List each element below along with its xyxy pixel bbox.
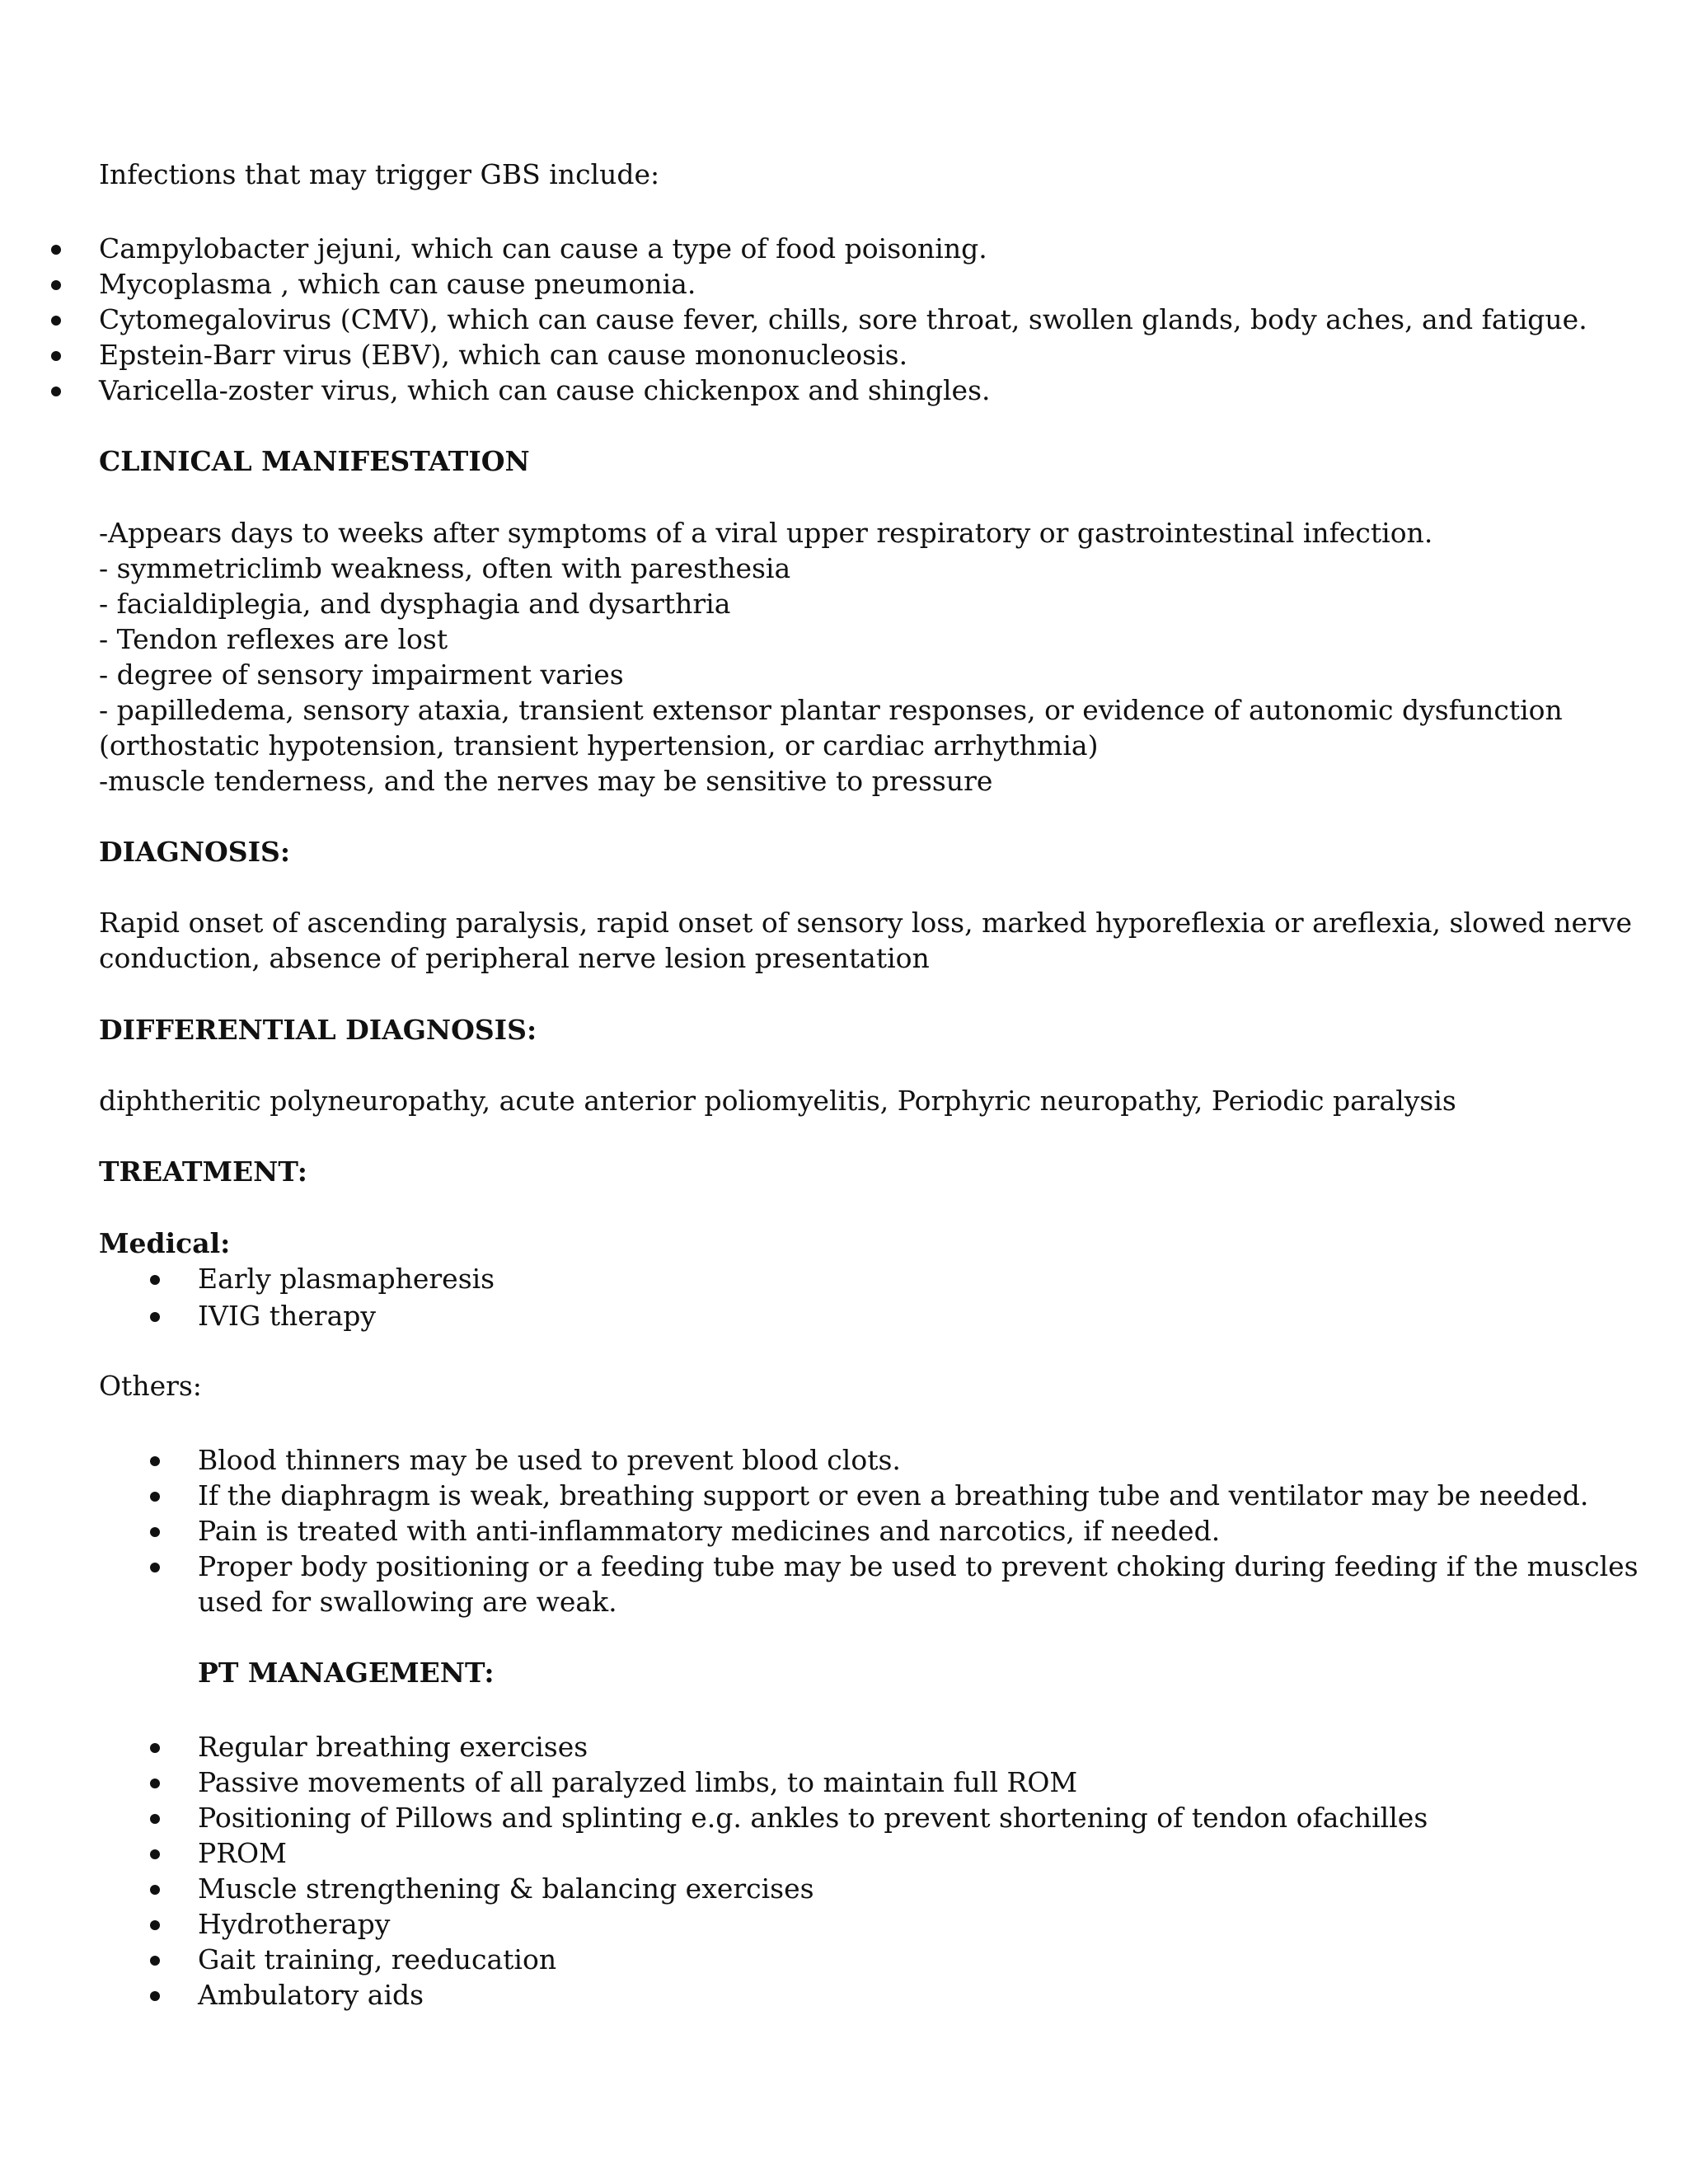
bullet-icon <box>150 1779 160 1788</box>
list-item: Campylobacter jejuni, which can cause a type of food poisoning. <box>99 232 987 265</box>
text-line: conduction, absence of peripheral nerve lesion presentation <box>99 942 930 974</box>
bullet-icon <box>150 1991 160 2001</box>
section-heading-clinical: CLINICAL MANIFESTATION <box>99 445 530 477</box>
bullet-icon <box>51 316 61 326</box>
bullet-icon <box>150 1492 160 1502</box>
bullet-icon <box>51 245 61 255</box>
bullet-icon <box>51 351 61 361</box>
section-heading-treatment: TREATMENT: <box>99 1155 307 1188</box>
list-item: Ambulatory aids <box>198 1979 424 2011</box>
text-line: diphtheritic polyneuropathy, acute anterior poliomyelitis, Porphyric neuropathy, Periodic paralysis <box>99 1085 1456 1117</box>
bullet-icon <box>150 1456 160 1466</box>
list-item: Passive movements of all paralyzed limbs, to maintain full ROM <box>198 1766 1078 1798</box>
list-item: Hydrotherapy <box>198 1908 391 1940</box>
text-line: - degree of sensory impairment varies <box>99 658 624 691</box>
bullet-icon <box>150 1312 160 1322</box>
bullet-icon <box>150 1885 160 1895</box>
bullet-icon <box>150 1849 160 1859</box>
list-item: Mycoplasma , which can cause pneumonia. <box>99 268 696 300</box>
bullet-icon <box>150 1743 160 1753</box>
bullet-icon <box>150 1275 160 1285</box>
subheading-others: Others: <box>99 1370 202 1402</box>
bullet-icon <box>150 1920 160 1930</box>
list-item: Cytomegalovirus (CMV), which can cause fever, chills, sore throat, swollen glands, body aches, and fatigue. <box>99 303 1587 335</box>
text-line: - papilledema, sensory ataxia, transient extensor plantar responses, or evidence of autonomic dysfunction <box>99 694 1563 726</box>
text-line: -muscle tenderness, and the nerves may be sensitive to pressure <box>99 765 993 797</box>
bullet-icon <box>51 280 61 290</box>
text-line: -Appears days to weeks after symptoms of a viral upper respiratory or gastrointestinal infection. <box>99 517 1433 549</box>
text-line: - symmetriclimb weakness, often with paresthesia <box>99 552 791 584</box>
intro-heading: Infections that may trigger GBS include: <box>99 158 660 190</box>
section-heading-differential: DIFFERENTIAL DIAGNOSIS: <box>99 1014 537 1046</box>
bullet-icon <box>51 387 61 396</box>
list-item: Gait training, reeducation <box>198 1943 557 1975</box>
subheading-medical: Medical: <box>99 1227 231 1259</box>
text-line: Rapid onset of ascending paralysis, rapid onset of sensory loss, marked hyporeflexia or areflexia, slowed nerve <box>99 907 1632 939</box>
bullet-icon <box>150 1563 160 1572</box>
list-item: Epstein-Barr virus (EBV), which can cause mononucleosis. <box>99 339 908 371</box>
text-line: - Tendon reflexes are lost <box>99 623 448 655</box>
section-heading-diagnosis: DIAGNOSIS: <box>99 836 291 868</box>
list-item: Pain is treated with anti-inflammatory medicines and narcotics, if needed. <box>198 1515 1221 1547</box>
list-item: Regular breathing exercises <box>198 1731 588 1763</box>
section-heading-pt: PT MANAGEMENT: <box>198 1657 495 1689</box>
list-item: Muscle strengthening & balancing exercises <box>198 1872 814 1905</box>
bullet-icon <box>150 1956 160 1966</box>
list-item: Varicella-zoster virus, which can cause chickenpox and shingles. <box>99 374 991 406</box>
text-line: (orthostatic hypotension, transient hypertension, or cardiac arrhythmia) <box>99 729 1099 762</box>
text-line: - facialdiplegia, and dysphagia and dysarthria <box>99 588 731 620</box>
list-item: Blood thinners may be used to prevent blood clots. <box>198 1444 901 1476</box>
list-item: Proper body positioning or a feeding tube may be used to prevent choking during feeding if the muscles <box>198 1550 1639 1582</box>
bullet-icon <box>150 1527 160 1537</box>
list-item: Positioning of Pillows and splinting e.g. ankles to prevent shortening of tendon ofachilles <box>198 1802 1428 1834</box>
list-item: PROM <box>198 1837 287 1869</box>
list-item: IVIG therapy <box>198 1300 377 1332</box>
bullet-icon <box>150 1814 160 1824</box>
list-item: Early plasmapheresis <box>198 1263 495 1295</box>
list-item-continuation: used for swallowing are weak. <box>198 1586 617 1618</box>
list-item: If the diaphragm is weak, breathing support or even a breathing tube and ventilator may be needed. <box>198 1479 1589 1511</box>
